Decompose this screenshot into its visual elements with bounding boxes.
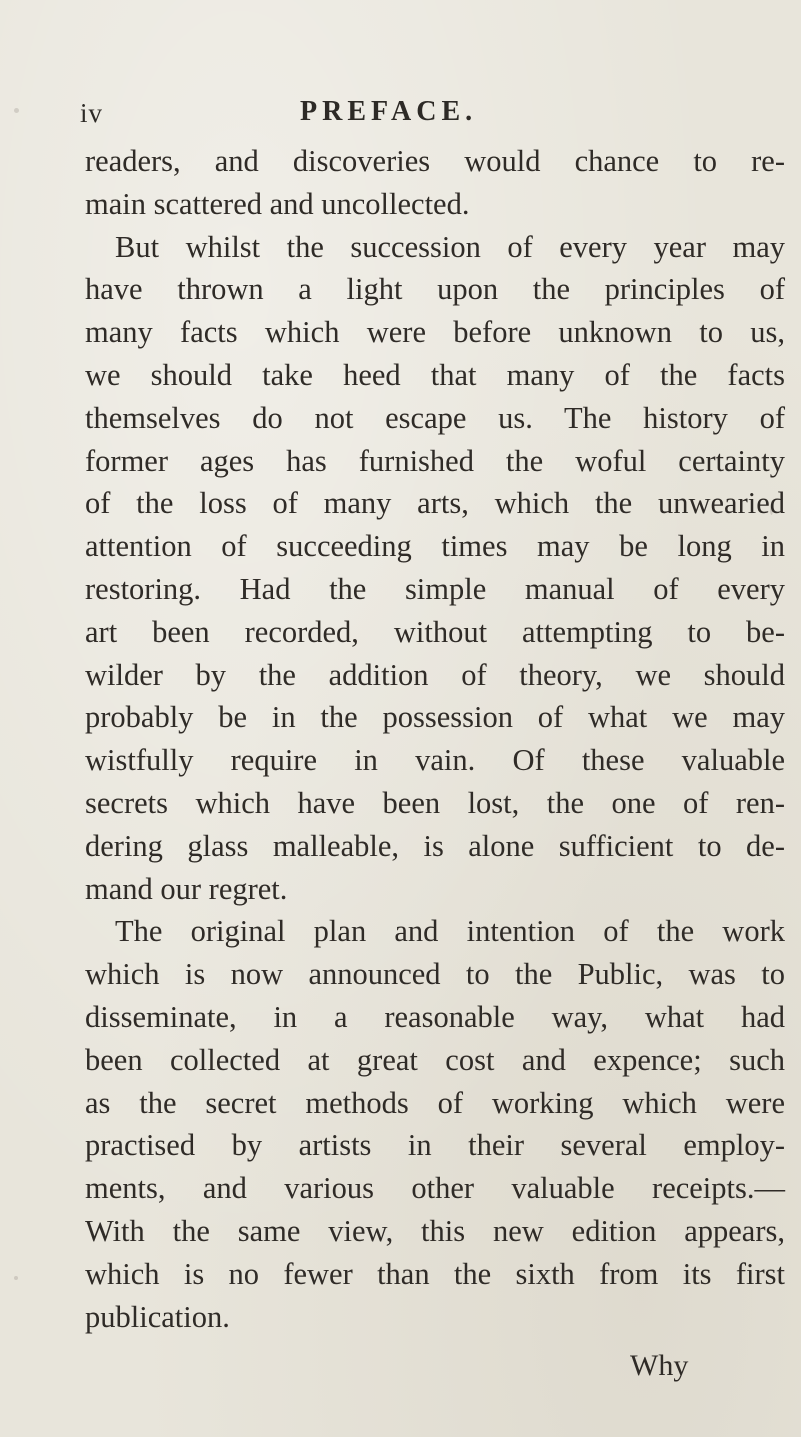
text-line: ments, and various other valuable receipts.— — [85, 1171, 785, 1206]
text-line: many facts which were before unknown to us, — [85, 315, 785, 350]
text-line: wilder by the addition of theory, we should — [85, 657, 785, 692]
text-line: which is now announced to the Public, was to — [85, 957, 785, 992]
text-line: main scattered and uncollected. — [85, 186, 470, 221]
text-line: which is no fewer than the sixth from its first — [85, 1256, 785, 1291]
text-line: attention of succeeding times may be long in — [85, 529, 785, 564]
text-line: themselves do not escape us. The history of — [85, 400, 785, 435]
text-line: readers, and discoveries would chance to re- — [85, 144, 785, 178]
text-line: disseminate, in a reasonable way, what had — [85, 999, 785, 1034]
running-head: PREFACE. — [300, 96, 478, 127]
text-line: of the loss of many arts, which the unwearied — [85, 486, 785, 521]
text-line: secrets which have been lost, the one of ren- — [85, 785, 785, 820]
text-line: we should take heed that many of the facts — [85, 357, 785, 392]
text-line: With the same view, this new edition appears, — [85, 1213, 785, 1248]
text-line: The original plan and intention of the work — [115, 914, 785, 949]
catchword: Why — [630, 1349, 689, 1382]
text-line: restoring. Had the simple manual of every — [85, 571, 785, 606]
text-line: practised by artists in their several employ- — [85, 1128, 785, 1163]
text-line: But whilst the succession of every year may — [115, 229, 785, 264]
text-line: art been recorded, without attempting to be- — [85, 614, 785, 649]
text-line: wistfully require in vain. Of these valuable — [85, 743, 785, 778]
text-line: mand our regret. — [85, 871, 288, 906]
text-line: publication. — [85, 1299, 230, 1334]
text-line: as the secret methods of working which were — [85, 1085, 785, 1120]
text-line: dering glass malleable, is alone sufficient to de- — [85, 828, 785, 863]
text-line: former ages has furnished the woful certainty — [85, 443, 785, 478]
body-text — [85, 140, 785, 1338]
text-line: have thrown a light upon the principles of — [85, 272, 785, 307]
text-line: probably be in the possession of what we may — [85, 700, 785, 735]
text-line: been collected at great cost and expence; such — [85, 1042, 785, 1077]
page-number: iv — [80, 98, 104, 128]
ink-speck — [14, 1276, 18, 1280]
page-header — [0, 90, 801, 130]
